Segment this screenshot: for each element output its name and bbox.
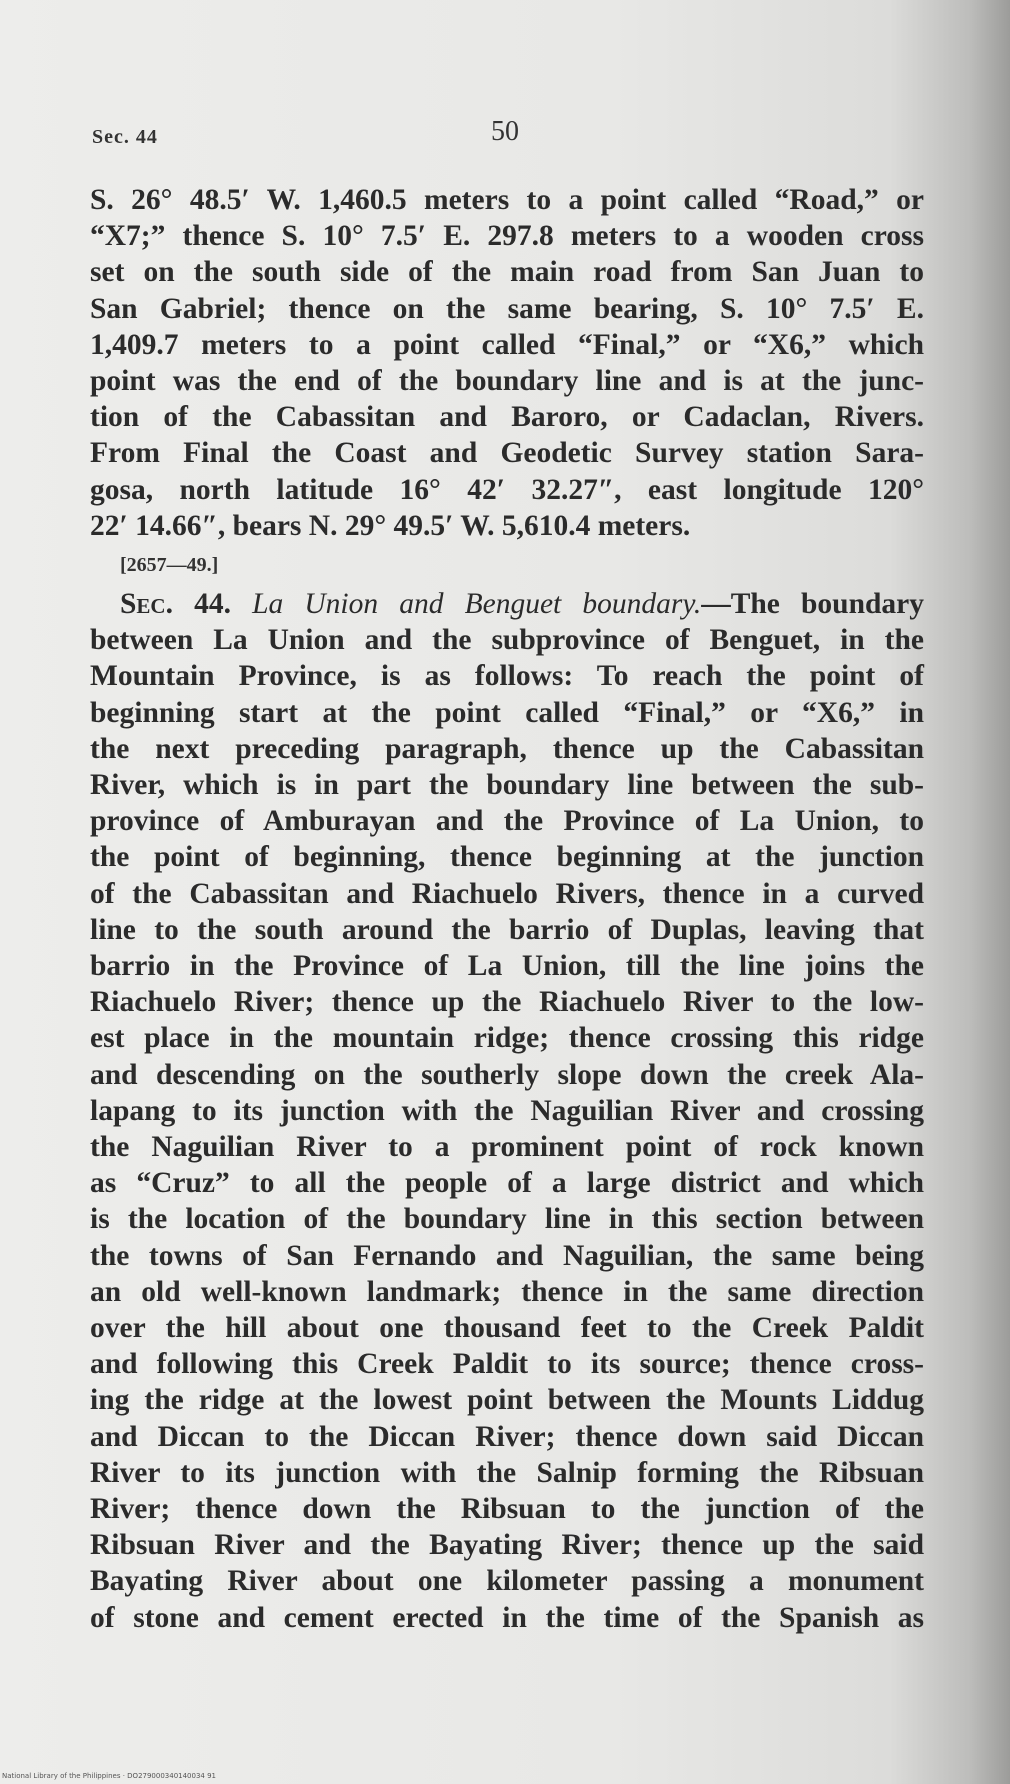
section-44-paragraph <box>90 586 924 1636</box>
text-line: 1,409.7 meters to a point called “Final,” or “X6,” which <box>90 328 924 361</box>
text-line: line to the south around the barrio of Duplas, leaving that <box>90 913 924 946</box>
text-line: tion of the Cabassitan and Baroro, or Cadaclan, Rivers. <box>90 401 924 434</box>
text-line: the next preceding paragraph, thence up the Cabassitan <box>90 732 924 765</box>
text-line: Mountain Province, is as follows: To reach the point of <box>90 660 924 693</box>
text-line: S. 26° 48.5′ W. 1,460.5 meters to a point called “Road,” or <box>90 184 924 216</box>
text-line: barrio in the Province of La Union, till the line joins the <box>90 950 924 983</box>
text-line: set on the south side of the main road from San Juan to <box>90 256 924 289</box>
page-number: 50 <box>491 116 519 147</box>
text-line: From Final the Coast and Geodetic Survey station Sara- <box>90 437 924 470</box>
text-line: beginning start at the point called “Final,” or “X6,” in <box>90 696 924 729</box>
text-line: of the Cabassitan and Riachuelo Rivers, thence in a curved <box>90 877 924 910</box>
text-line: Bayating River about one kilometer passing a monument <box>90 1565 924 1598</box>
text-line: Ribsuan River and the Bayating River; thence up the said <box>90 1529 924 1562</box>
text-line: between La Union and the subprovince of Benguet, in the <box>90 624 924 657</box>
text-line: province of Amburayan and the Province of La Union, to <box>90 805 924 838</box>
text-line: lapang to its junction with the Naguilian River and crossing <box>90 1094 924 1127</box>
text-line: as “Cruz” to all the people of a large district and which <box>90 1167 924 1200</box>
text-line: San Gabriel; thence on the same bearing, S. 10° 7.5′ E. <box>90 292 924 325</box>
text-line: ing the ridge at the lowest point between the Mounts Liddug <box>90 1384 924 1417</box>
text-line: the point of beginning, thence beginning at the junction <box>90 841 924 874</box>
text-line: of stone and cement erected in the time of the Spanish as <box>90 1601 924 1634</box>
text-line: and following this Creek Paldit to its source; thence cross- <box>90 1348 924 1381</box>
text-line: and Diccan to the Diccan River; thence down said Diccan <box>90 1420 924 1453</box>
text-line: River to its junction with the Salnip forming the Ribsuan <box>90 1456 924 1489</box>
text-line: 22′ 14.66″, bears N. 29° 49.5′ W. 5,610.4 meters. <box>90 509 691 542</box>
text-line: River; thence down the Ribsuan to the junction of the <box>90 1493 924 1526</box>
section-label: Sec. 44. <box>120 588 231 620</box>
text-line: an old well-known landmark; thence in the same direction <box>90 1275 924 1308</box>
section-first-line <box>90 586 924 622</box>
section-heading: La Union and Benguet boundary. <box>252 588 702 620</box>
scan-footer-credit: National Library of the Philippines · DO279000340140034 91 <box>2 1772 217 1780</box>
text-line: the towns of San Fernando and Naguilian, the same being <box>90 1239 924 1272</box>
text-line: over the hill about one thousand feet to the Creek Paldit <box>90 1312 924 1345</box>
section-first-line-text: —The boundary <box>701 588 924 620</box>
text-line: is the location of the boundary line in this section between <box>90 1203 924 1236</box>
text-line: and descending on the southerly slope down the creek Ala- <box>90 1058 924 1091</box>
text-line: est place in the mountain ridge; thence crossing this ridge <box>90 1022 924 1055</box>
text-line: gosa, north latitude 16° 42′ 32.27″, east longitude 120° <box>90 473 924 506</box>
text-line: Riachuelo River; thence up the Riachuelo River to the low- <box>90 986 924 1019</box>
legislative-citation: [2657—49.] <box>120 554 219 576</box>
text-line: point was the end of the boundary line and is at the junc- <box>90 365 924 398</box>
paragraph-continuation <box>90 182 924 544</box>
running-head-section: Sec. 44 <box>92 126 158 148</box>
text-line: “X7;” thence S. 10° 7.5′ E. 297.8 meters to a wooden cross <box>90 220 924 253</box>
text-line: River, which is in part the boundary line between the sub- <box>90 769 924 802</box>
text-line: the Naguilian River to a prominent point of rock known <box>90 1131 924 1164</box>
